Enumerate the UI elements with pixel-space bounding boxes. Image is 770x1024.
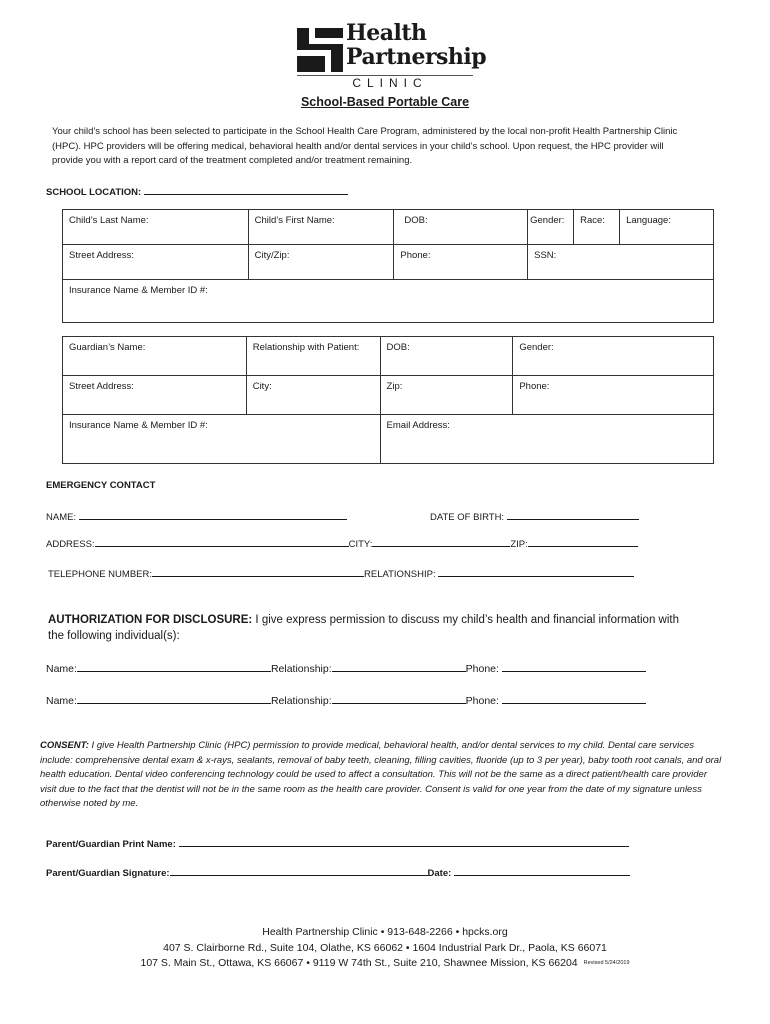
- logo-text-partnership: Partnership: [346, 44, 487, 70]
- guardian-zip-cell[interactable]: Zip:: [380, 376, 513, 415]
- consent-text: I give Health Partnership Clinic (HPC) permission to provide medical, behavioral health, and/or dental services to my child. Dental care services include: comprehensive dental exam & x-rays, sealants, removal of baby teeth, cleaning, filling cavities, fluoride (up to 3 per year), baby tooth root canals, and oral health education. Dental video conferencing technology could be used to affect a consultation. This will not be the same as a direct patient/health care provider visit due to the fact that the dentist will not be in the same room as the health care provider. Consent is valid for one year from the date of my signature unless otherwise noted by me.: [40, 740, 722, 809]
- footer-address-text: 107 S. Main St., Ottawa, KS 66067 • 9119 W 74th St., Suite 210, Shawnee Mission, KS 66204: [140, 957, 578, 969]
- emergency-zip-label: ZIP:: [510, 539, 528, 550]
- child-language-cell[interactable]: Language:: [620, 210, 714, 245]
- school-location-field[interactable]: [46, 184, 348, 198]
- consent-paragraph: [40, 739, 725, 812]
- authorized-relationship-label: Relationship:: [270, 695, 332, 707]
- school-location-label: SCHOOL LOCATION:: [46, 187, 142, 198]
- date-line[interactable]: [454, 865, 630, 876]
- authorized-phone-line-1[interactable]: [502, 661, 646, 672]
- authorized-relationship-label: Relationship:: [270, 663, 332, 675]
- child-ssn-cell[interactable]: SSN:: [528, 245, 714, 280]
- guardian-email-cell[interactable]: Email Address:: [380, 415, 713, 464]
- emergency-city-label: CITY:: [348, 539, 373, 550]
- emergency-relationship-label: RELATIONSHIP:: [364, 569, 436, 580]
- guardian-city-cell[interactable]: City:: [246, 376, 380, 415]
- emergency-dob-label: DATE OF BIRTH:: [430, 512, 505, 523]
- emergency-address-line[interactable]: [95, 536, 349, 547]
- child-first-name-cell[interactable]: Child’s First Name:: [248, 210, 394, 245]
- guardian-street-cell[interactable]: Street Address:: [63, 376, 247, 415]
- authorized-person-2[interactable]: [46, 693, 646, 707]
- print-name-field[interactable]: [46, 836, 629, 850]
- emergency-address-label: ADDRESS:: [46, 539, 95, 550]
- guardian-phone-cell[interactable]: Phone:: [513, 376, 714, 415]
- emergency-name-label: NAME:: [46, 512, 77, 523]
- guardian-gender-cell[interactable]: Gender:: [513, 337, 714, 376]
- signature-field[interactable]: [46, 865, 630, 879]
- guardian-relationship-cell[interactable]: Relationship with Patient:: [246, 337, 380, 376]
- emergency-dob-line[interactable]: [507, 509, 639, 520]
- child-race-cell[interactable]: Race:: [574, 210, 620, 245]
- authorized-name-label: Name:: [46, 695, 77, 707]
- guardian-insurance-cell[interactable]: Insurance Name & Member ID #:: [63, 415, 381, 464]
- authorized-phone-label: Phone:: [465, 663, 499, 675]
- emergency-telephone-field[interactable]: [48, 566, 634, 580]
- consent-heading: CONSENT:: [40, 740, 89, 751]
- revised-date: Revised 5/24/2019: [583, 960, 630, 967]
- guardian-name-cell[interactable]: Guardian’s Name:: [63, 337, 247, 376]
- child-gender-cell[interactable]: Gender:: [528, 210, 574, 245]
- child-info-table: [62, 209, 714, 323]
- child-dob-cell[interactable]: DOB:: [394, 210, 528, 245]
- emergency-heading: EMERGENCY CONTACT: [46, 480, 156, 491]
- emergency-city-line[interactable]: [372, 536, 510, 547]
- footer-line-2: 407 S. Clairborne Rd., Suite 104, Olathe, KS 66062 • 1604 Industrial Park Dr., Paola, KS 66071: [163, 942, 607, 954]
- signature-line[interactable]: [170, 865, 428, 876]
- logo-text-health: Health: [346, 20, 427, 46]
- authorized-phone-line-2[interactable]: [502, 693, 646, 704]
- child-last-name-cell[interactable]: Child’s Last Name:: [63, 210, 249, 245]
- emergency-dob-field[interactable]: [430, 509, 639, 523]
- emergency-zip-line[interactable]: [528, 536, 638, 547]
- authorized-name-line-1[interactable]: [77, 661, 271, 672]
- emergency-telephone-line[interactable]: [152, 566, 364, 577]
- authorization-text: I give express permission to discuss my child’s health and financial information with the following individual(s):: [48, 614, 679, 642]
- intro-paragraph: Your child’s school has been selected to participate in the School Health Care Program, administered by the local non-profit Health Partnership Clinic (HPC). HPC providers will be offering medical, behavioral health and/or dental services in your child’s school. Upon request, the HPC provider will provide you with a report card of the treatment completed and/or treatment remaining.: [52, 126, 678, 166]
- school-location-line[interactable]: [144, 184, 348, 195]
- logo-text-clinic: CLINIC: [352, 76, 428, 90]
- guardian-dob-cell[interactable]: DOB:: [380, 337, 513, 376]
- emergency-relationship-line[interactable]: [438, 566, 634, 577]
- print-name-line[interactable]: [179, 836, 629, 847]
- authorized-name-label: Name:: [46, 663, 77, 675]
- authorized-phone-label: Phone:: [465, 695, 499, 707]
- authorization-heading: AUTHORIZATION FOR DISCLOSURE:: [48, 614, 253, 626]
- guardian-info-table: [62, 336, 714, 464]
- emergency-telephone-label: TELEPHONE NUMBER:: [48, 569, 152, 580]
- child-insurance-cell[interactable]: Insurance Name & Member ID #:: [63, 280, 714, 323]
- date-label: Date:: [427, 868, 452, 879]
- child-street-cell[interactable]: Street Address:: [63, 245, 249, 280]
- authorized-relationship-line-1[interactable]: [332, 661, 466, 672]
- emergency-name-line[interactable]: [79, 509, 347, 520]
- child-phone-cell[interactable]: Phone:: [394, 245, 528, 280]
- signature-label: Parent/Guardian Signature:: [46, 868, 170, 879]
- print-name-label: Parent/Guardian Print Name:: [46, 839, 176, 850]
- emergency-name-field[interactable]: [46, 509, 347, 523]
- authorized-person-1[interactable]: [46, 661, 646, 675]
- footer-line-3: [0, 955, 770, 971]
- page-title: School-Based Portable Care: [300, 95, 470, 109]
- emergency-address-field[interactable]: [46, 536, 638, 550]
- footer-line-1: Health Partnership Clinic • 913-648-2266 • hpcks.org: [262, 926, 508, 938]
- clinic-logo-icon: [297, 24, 343, 72]
- authorized-relationship-line-2[interactable]: [332, 693, 466, 704]
- authorization-paragraph: [48, 612, 688, 644]
- child-city-zip-cell[interactable]: City/Zip:: [248, 245, 394, 280]
- authorized-name-line-2[interactable]: [77, 693, 271, 704]
